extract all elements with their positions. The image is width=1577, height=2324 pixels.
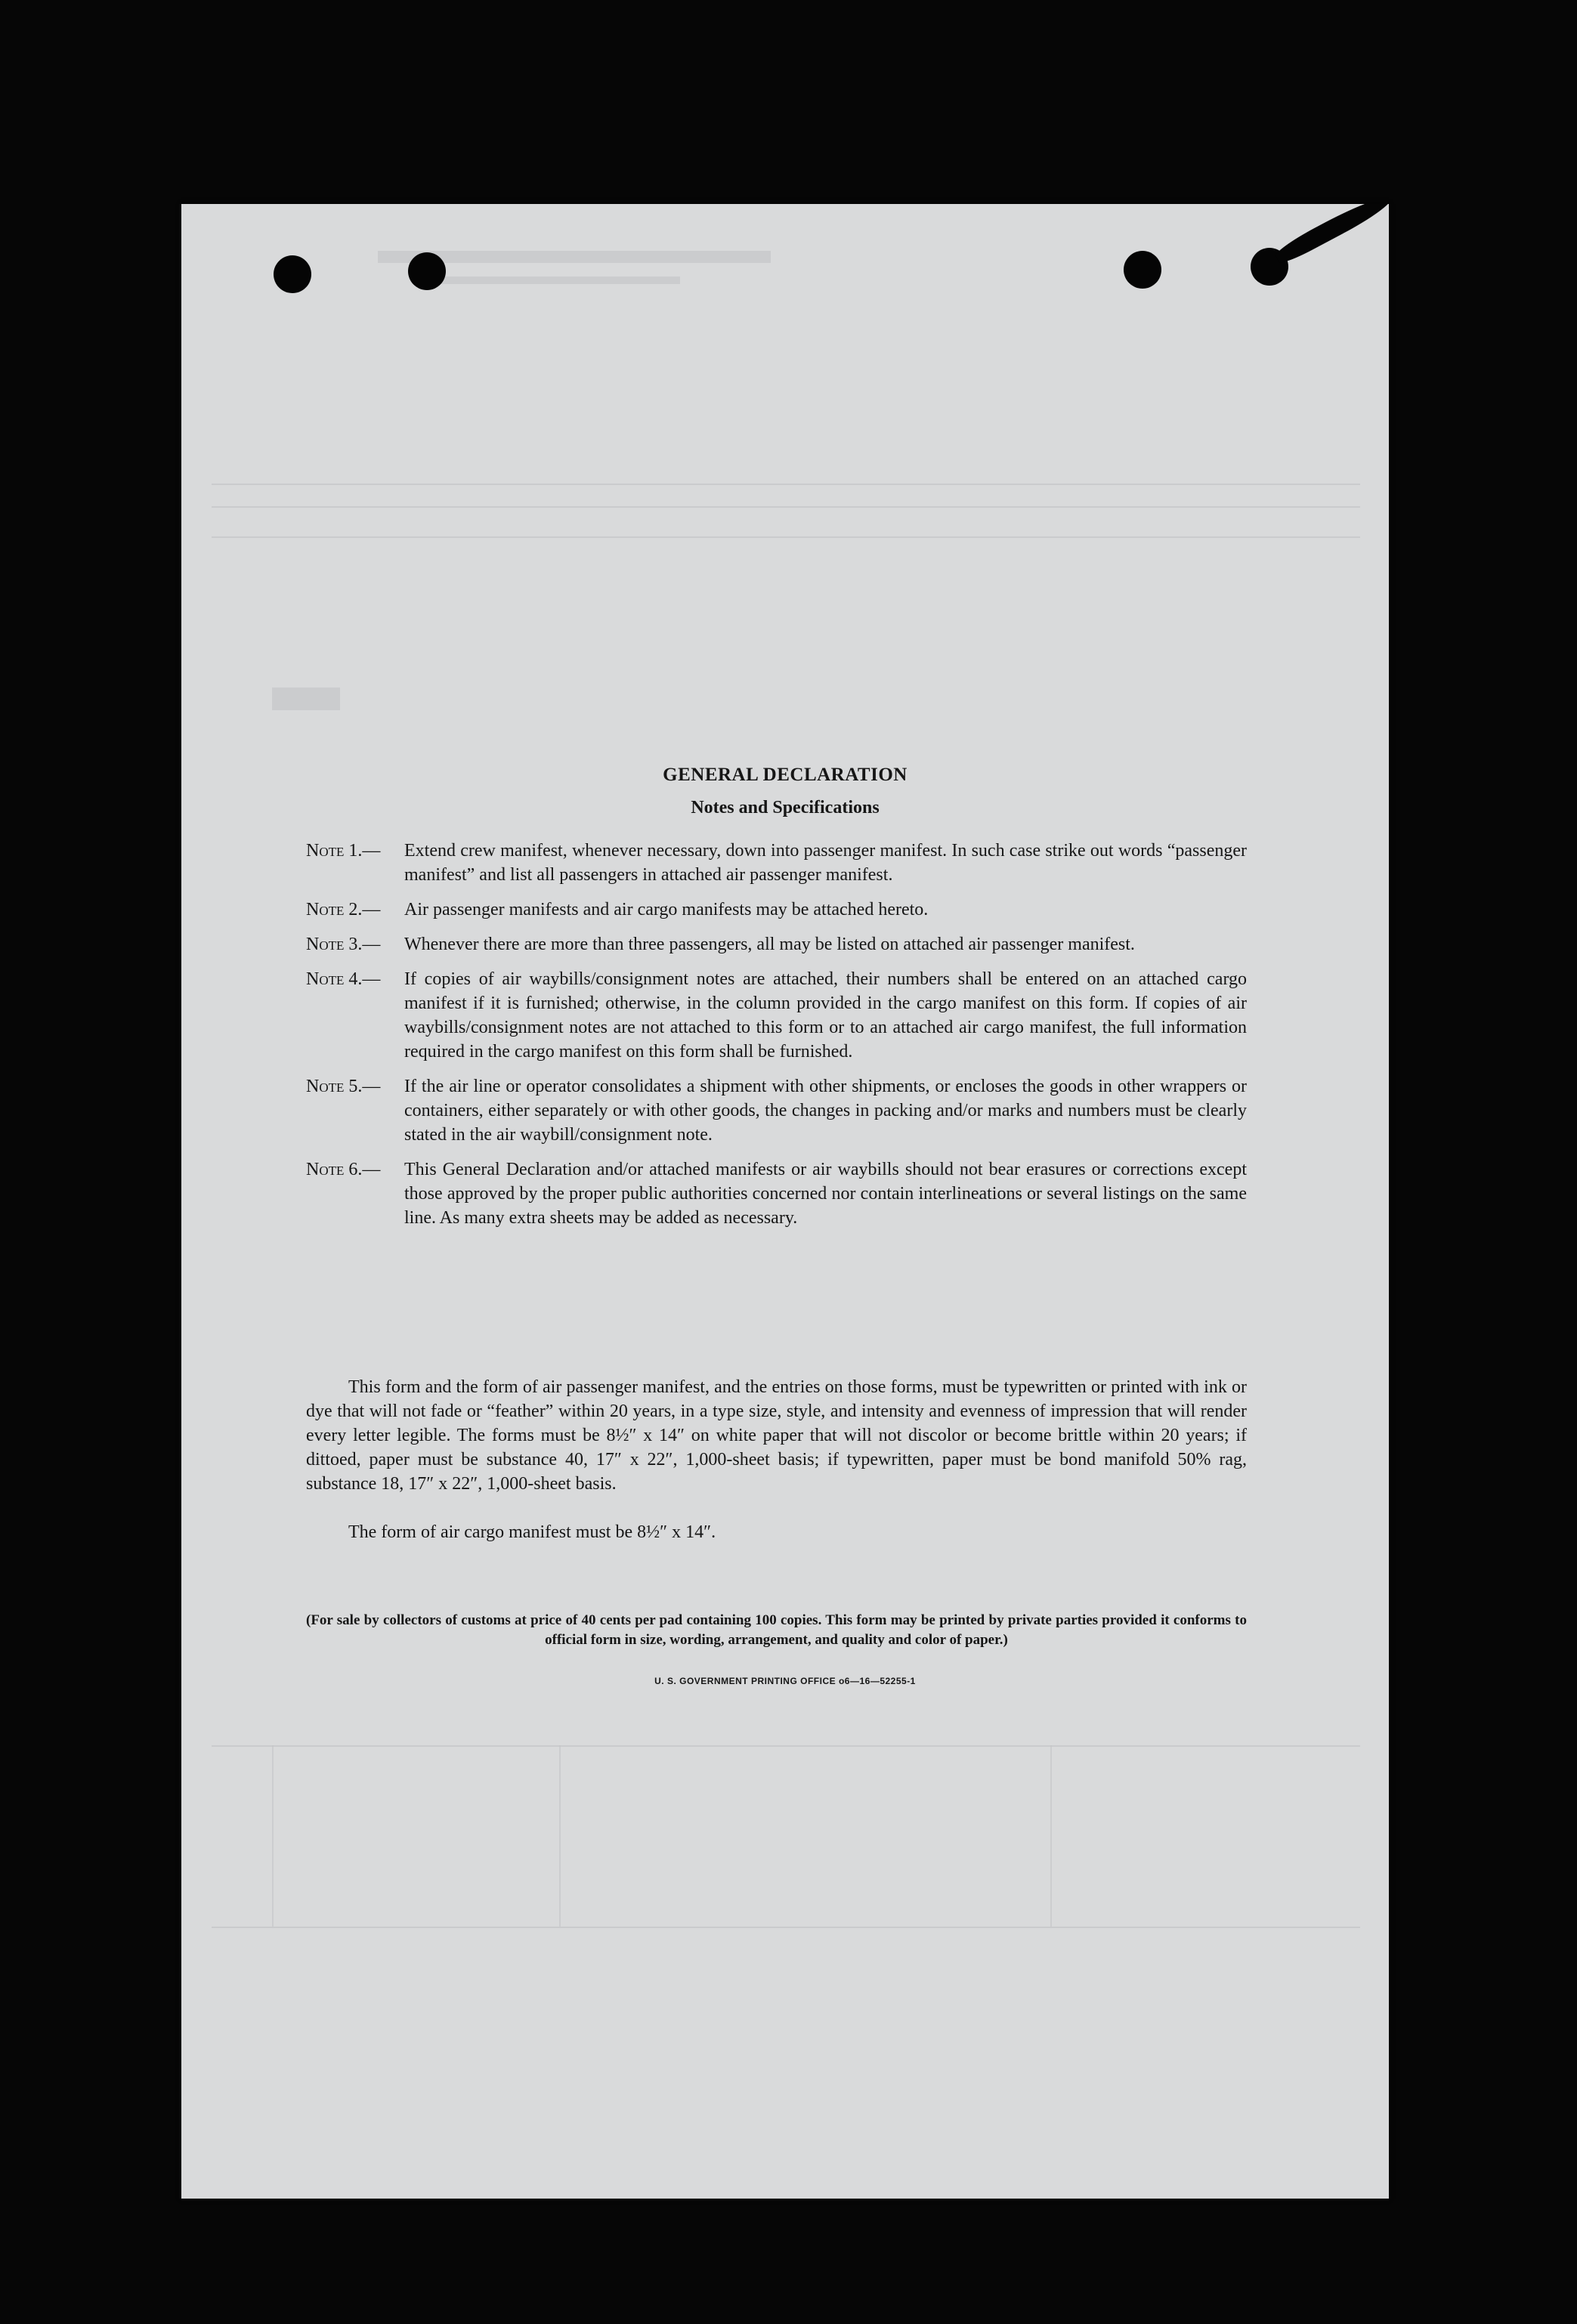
note-label-number: 2.— (344, 900, 381, 919)
note-text: Whenever there are more than three passengers, all may be listed on attached air passenger manifest. (404, 935, 1135, 954)
note-label-number: 5.— (344, 1077, 381, 1096)
note-label-prefix: Note (306, 841, 345, 861)
notes-list (306, 839, 1247, 1241)
note-text: This General Declaration and/or attached manifests or air waybills should not bear erasures or corrections except those approved by the proper public authorities concerned nor contain interlineations or several listings on the same line. As many extra sheets may be added as necessary. (404, 1160, 1247, 1228)
note-item (306, 967, 1247, 1064)
note-label-prefix: Note (306, 900, 345, 919)
form-requirements (306, 1375, 1247, 1496)
note-label-number: 3.— (344, 935, 381, 954)
note-text: Air passenger manifests and air cargo manifests may be attached hereto. (404, 900, 929, 919)
note-text: If copies of air waybills/consignment notes are attached, their numbers shall be entered on an attached cargo manifest if it is furnished; otherwise, in the column provided in the cargo manifest on this form. If copies of air waybills/consignment notes are not attached to this form or to an attached air cargo manifest, the full information required in the cargo manifest on this form shall be furnished. (404, 969, 1247, 1062)
note-label-number: 1.— (344, 841, 381, 861)
note-label (306, 932, 380, 956)
note-label-number: 6.— (344, 1160, 381, 1179)
note-label-prefix: Note (306, 935, 345, 954)
cargo-manifest-size-text: The form of air cargo manifest must be 8½″ x 14″. (348, 1522, 716, 1542)
sale-note: (For sale by collectors of customs at price of 40 cents per pad containing 100 copies. This form may be printed by private parties provided it conforms to official form in size, wording, arrangement, and quality and color of paper.) (306, 1612, 1247, 1648)
page-title: GENERAL DECLARATION (663, 765, 908, 785)
note-label-prefix: Note (306, 1160, 345, 1179)
note-item (306, 898, 1247, 922)
note-label-prefix: Note (306, 1077, 345, 1096)
note-label (306, 1157, 380, 1182)
note-item (306, 1074, 1247, 1147)
document-content (181, 204, 1389, 2199)
document-page (181, 204, 1389, 2199)
note-text: If the air line or operator consolidates a shipment with other shipments, or encloses the goods in other wrappers or containers, either separately or with other goods, the changes in packing and/or marks and numbers must be clearly stated in the air waybill/consignment note. (404, 1077, 1247, 1145)
note-label (306, 898, 380, 922)
note-label-prefix: Note (306, 969, 345, 989)
printing-office-imprint: U. S. GOVERNMENT PRINTING OFFICE o6—16—52255-1 (654, 1676, 916, 1686)
page-subtitle: Notes and Specifications (691, 798, 880, 817)
note-label-number: 4.— (344, 969, 381, 989)
note-item (306, 1157, 1247, 1230)
note-label (306, 839, 380, 863)
note-label (306, 1074, 380, 1099)
requirements-text: This form and the form of air passenger manifest, and the entries on those forms, must be typewritten or printed with ink or dye that will not fade or “feather” within 20 years, in a type size, style, and intensity and evenness of impression that will render every letter legible. The forms must be 8½″ x 14″ on white paper that will not discolor or become brittle within 20 years; if dittoed, paper must be substance 40, 17″ x 22″, 1,000-sheet basis; if typewritten, paper must be bond manifold 50% rag, substance 18, 17″ x 22″, 1,000-sheet basis. (306, 1377, 1247, 1494)
note-item (306, 932, 1247, 956)
note-label (306, 967, 380, 991)
note-text: Extend crew manifest, whenever necessary, down into passenger manifest. In such case strike out words “passenger manifest” and list all passengers in attached air passenger manifest. (404, 841, 1247, 885)
note-item (306, 839, 1247, 887)
